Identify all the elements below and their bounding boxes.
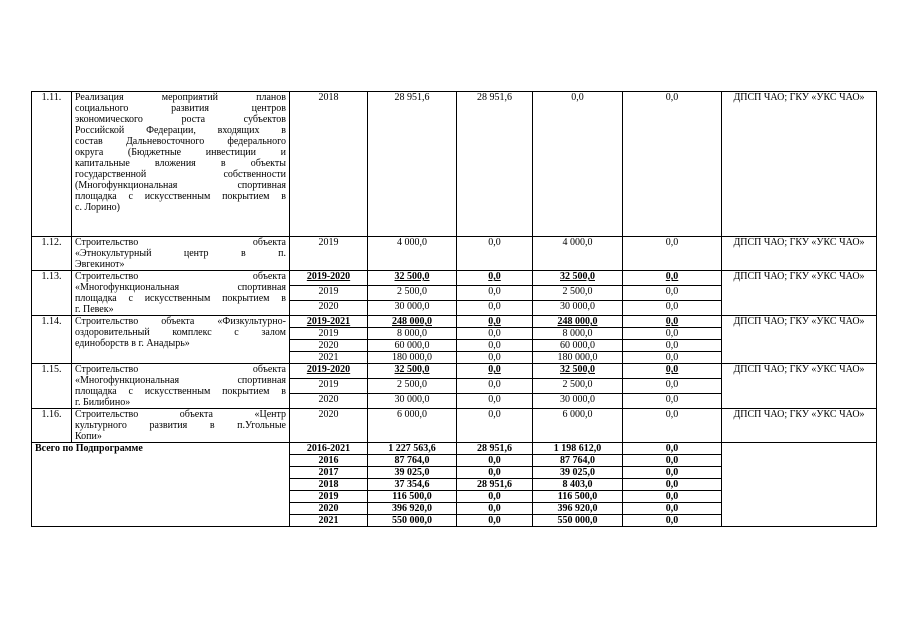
description-line: площадка с искусственным покрытием в <box>75 293 286 304</box>
year-cell: 2019 <box>290 237 368 271</box>
description-line: Копи» <box>75 431 102 442</box>
description-line: государственной собственности <box>75 169 286 180</box>
federal-cell: 0,0 <box>457 503 533 515</box>
description-line: экономического роста субъектов <box>75 114 286 125</box>
table-body <box>32 92 877 527</box>
year-cell: 2019 <box>290 491 368 503</box>
total-cell: 39 025,0 <box>368 467 457 479</box>
regional-cell: 6 000,0 <box>533 409 623 443</box>
other-cell: 0,0 <box>623 340 722 352</box>
regional-cell: 4 000,0 <box>533 237 623 271</box>
row-description <box>72 409 290 443</box>
year-cell: 2019 <box>290 286 368 301</box>
other-cell: 0,0 <box>623 443 722 455</box>
total-row <box>32 443 877 455</box>
regional-cell: 396 920,0 <box>533 503 623 515</box>
regional-cell: 39 025,0 <box>533 467 623 479</box>
total-blank-cell <box>722 443 877 527</box>
description-line: «Многофункциональная спортивная <box>75 375 286 386</box>
total-cell: 396 920,0 <box>368 503 457 515</box>
row-number: 1.12. <box>32 237 72 271</box>
total-cell: 6 000,0 <box>368 409 457 443</box>
other-cell: 0,0 <box>623 328 722 340</box>
regional-cell: 30 000,0 <box>533 394 623 409</box>
federal-cell: 0,0 <box>457 271 533 286</box>
total-cell: 2 500,0 <box>368 379 457 394</box>
federal-cell: 28 951,6 <box>457 479 533 491</box>
row-description <box>72 364 290 409</box>
row-description <box>72 92 290 237</box>
responsible-executor: ДПСП ЧАО; ГКУ «УКС ЧАО» <box>722 237 877 271</box>
regional-cell: 116 500,0 <box>533 491 623 503</box>
federal-cell: 0,0 <box>457 455 533 467</box>
total-cell: 4 000,0 <box>368 237 457 271</box>
description-line: (Многофункциональная спортивная <box>75 180 286 191</box>
responsible-executor: ДПСП ЧАО; ГКУ «УКС ЧАО» <box>722 409 877 443</box>
description-line: Строительство объекта «Физкультурно- <box>75 316 286 327</box>
responsible-executor: ДПСП ЧАО; ГКУ «УКС ЧАО» <box>722 364 877 409</box>
description-line: Реализация мероприятий планов <box>75 92 286 103</box>
year-cell: 2019 <box>290 379 368 394</box>
regional-cell: 550 000,0 <box>533 515 623 527</box>
year-cell: 2016 <box>290 455 368 467</box>
total-cell: 32 500,0 <box>368 364 457 379</box>
year-cell: 2020 <box>290 301 368 316</box>
regional-cell: 0,0 <box>533 92 623 237</box>
federal-cell: 0,0 <box>457 328 533 340</box>
other-cell: 0,0 <box>623 237 722 271</box>
other-cell: 0,0 <box>623 316 722 328</box>
table-row <box>32 237 877 271</box>
other-cell: 0,0 <box>623 503 722 515</box>
total-cell: 30 000,0 <box>368 301 457 316</box>
regional-cell: 87 764,0 <box>533 455 623 467</box>
description-line: Эвгекинот» <box>75 259 125 270</box>
regional-cell: 1 198 612,0 <box>533 443 623 455</box>
total-cell: 37 354,6 <box>368 479 457 491</box>
description-line: Строительство объекта <box>75 364 286 375</box>
other-cell: 0,0 <box>623 515 722 527</box>
federal-cell: 0,0 <box>457 352 533 364</box>
other-cell: 0,0 <box>623 352 722 364</box>
responsible-executor: ДПСП ЧАО; ГКУ «УКС ЧАО» <box>722 316 877 364</box>
row-description <box>72 271 290 316</box>
table-row <box>32 92 877 237</box>
federal-cell: 0,0 <box>457 316 533 328</box>
regional-cell: 8 403,0 <box>533 479 623 491</box>
description-line: «Многофункциональная спортивная <box>75 282 286 293</box>
table-row <box>32 409 877 443</box>
regional-cell: 32 500,0 <box>533 271 623 286</box>
row-number: 1.16. <box>32 409 72 443</box>
total-cell: 180 000,0 <box>368 352 457 364</box>
row-number: 1.14. <box>32 316 72 364</box>
year-cell: 2021 <box>290 352 368 364</box>
table-row <box>32 271 877 286</box>
other-cell: 0,0 <box>623 491 722 503</box>
regional-cell: 60 000,0 <box>533 340 623 352</box>
description-line: Строительство объекта «Центр <box>75 409 286 420</box>
federal-cell: 28 951,6 <box>457 92 533 237</box>
description-line: Российской Федерации, входящих в <box>75 125 286 136</box>
federal-cell: 28 951,6 <box>457 443 533 455</box>
description-line: «Этнокультурный центр в п. <box>75 248 286 259</box>
regional-cell: 248 000,0 <box>533 316 623 328</box>
regional-cell: 30 000,0 <box>533 301 623 316</box>
federal-cell: 0,0 <box>457 301 533 316</box>
other-cell: 0,0 <box>623 379 722 394</box>
description-line: состав Дальневосточного федерального <box>75 136 286 147</box>
regional-cell: 32 500,0 <box>533 364 623 379</box>
table-row <box>32 364 877 379</box>
description-line: единоборств в г. Анадырь» <box>75 338 190 349</box>
description-line: г. Билибино» <box>75 397 131 408</box>
year-cell: 2020 <box>290 409 368 443</box>
description-line: культурного развития в п.Угольные <box>75 420 286 431</box>
regional-cell: 180 000,0 <box>533 352 623 364</box>
total-cell: 116 500,0 <box>368 491 457 503</box>
year-cell: 2017 <box>290 467 368 479</box>
total-label: Всего по Подпрограмме <box>32 443 290 527</box>
table-row <box>32 316 877 328</box>
row-description <box>72 316 290 364</box>
federal-cell: 0,0 <box>457 379 533 394</box>
other-cell: 0,0 <box>623 467 722 479</box>
federal-cell: 0,0 <box>457 515 533 527</box>
total-cell: 2 500,0 <box>368 286 457 301</box>
year-cell: 2019-2020 <box>290 271 368 286</box>
other-cell: 0,0 <box>623 409 722 443</box>
other-cell: 0,0 <box>623 479 722 491</box>
description-line: Строительство объекта <box>75 237 286 248</box>
description-line: г. Певек» <box>75 304 114 315</box>
description-line: оздоровительный комплекс с залом <box>75 327 286 338</box>
total-cell: 8 000,0 <box>368 328 457 340</box>
regional-cell: 2 500,0 <box>533 379 623 394</box>
total-cell: 1 227 563,6 <box>368 443 457 455</box>
other-cell: 0,0 <box>623 455 722 467</box>
row-number: 1.13. <box>32 271 72 316</box>
federal-cell: 0,0 <box>457 340 533 352</box>
federal-cell: 0,0 <box>457 409 533 443</box>
total-cell: 87 764,0 <box>368 455 457 467</box>
other-cell: 0,0 <box>623 92 722 237</box>
year-cell: 2018 <box>290 479 368 491</box>
other-cell: 0,0 <box>623 301 722 316</box>
total-cell: 32 500,0 <box>368 271 457 286</box>
other-cell: 0,0 <box>623 394 722 409</box>
total-cell: 248 000,0 <box>368 316 457 328</box>
description-line: округа (Бюджетные инвестиции и <box>75 147 286 158</box>
federal-cell: 0,0 <box>457 491 533 503</box>
total-cell: 550 000,0 <box>368 515 457 527</box>
regional-cell: 8 000,0 <box>533 328 623 340</box>
federal-cell: 0,0 <box>457 394 533 409</box>
federal-cell: 0,0 <box>457 364 533 379</box>
description-line: с. Лорино) <box>75 202 121 213</box>
budget-table <box>31 91 877 527</box>
year-cell: 2018 <box>290 92 368 237</box>
row-description <box>72 237 290 271</box>
federal-cell: 0,0 <box>457 286 533 301</box>
description-line: площадка с искусственным покрытием в <box>75 386 286 397</box>
description-line: социального развития центров <box>75 103 286 114</box>
total-cell: 30 000,0 <box>368 394 457 409</box>
row-number: 1.15. <box>32 364 72 409</box>
federal-cell: 0,0 <box>457 237 533 271</box>
other-cell: 0,0 <box>623 271 722 286</box>
federal-cell: 0,0 <box>457 467 533 479</box>
year-cell: 2016-2021 <box>290 443 368 455</box>
description-line: Строительство объекта <box>75 271 286 282</box>
year-cell: 2019 <box>290 328 368 340</box>
year-cell: 2019-2021 <box>290 316 368 328</box>
other-cell: 0,0 <box>623 286 722 301</box>
year-cell: 2021 <box>290 515 368 527</box>
total-cell: 28 951,6 <box>368 92 457 237</box>
year-cell: 2019-2020 <box>290 364 368 379</box>
responsible-executor: ДПСП ЧАО; ГКУ «УКС ЧАО» <box>722 92 877 237</box>
year-cell: 2020 <box>290 503 368 515</box>
total-cell: 60 000,0 <box>368 340 457 352</box>
other-cell: 0,0 <box>623 364 722 379</box>
year-cell: 2020 <box>290 340 368 352</box>
description-line: капитальные вложения в объекты <box>75 158 286 169</box>
description-line: площадка с искусственным покрытием в <box>75 191 286 202</box>
row-number: 1.11. <box>32 92 72 237</box>
responsible-executor: ДПСП ЧАО; ГКУ «УКС ЧАО» <box>722 271 877 316</box>
regional-cell: 2 500,0 <box>533 286 623 301</box>
year-cell: 2020 <box>290 394 368 409</box>
